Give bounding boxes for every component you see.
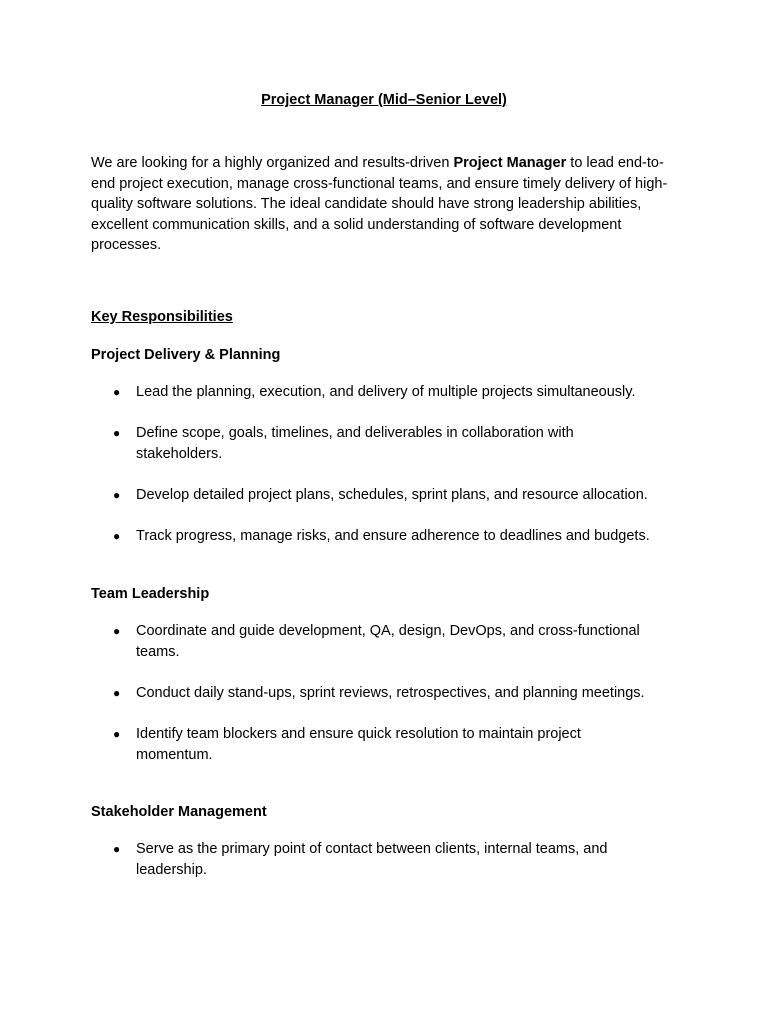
list-item-text: Lead the planning, execution, and delivery of multiple projects simultaneously. <box>136 384 636 400</box>
bullet-icon: ● <box>113 488 121 502</box>
group-heading-stakeholder-management: Stakeholder Management <box>91 804 267 820</box>
intro-paragraph <box>91 153 681 256</box>
list-item-text: Identify team blockers and ensure quick resolution to maintain project momentum. <box>136 726 581 763</box>
list-item-text: Conduct daily stand-ups, sprint reviews, retrospectives, and planning meetings. <box>136 685 645 701</box>
list-item-text: Define scope, goals, timelines, and deliverables in collaboration with stakeholders. <box>136 425 574 462</box>
bullet-icon: ● <box>113 426 121 440</box>
intro-text-start: We are looking for a highly organized and results-driven <box>91 155 454 171</box>
group-heading-project-delivery: Project Delivery & Planning <box>91 347 281 363</box>
intro-bold-role: Project Manager <box>453 155 567 171</box>
list-item-text: Serve as the primary point of contact between clients, internal teams, and leadership. <box>136 841 608 878</box>
group-heading-team-leadership: Team Leadership <box>91 586 210 602</box>
list-item-text: Coordinate and guide development, QA, design, DevOps, and cross-functional teams. <box>136 623 640 660</box>
bullet-icon: ● <box>113 529 121 543</box>
list-item-text: Develop detailed project plans, schedules, sprint plans, and resource allocation. <box>136 487 648 503</box>
section-heading-key-responsibilities: Key Responsibilities <box>91 309 233 325</box>
intro-text-end: to lead end-to-end project execution, manage cross-functional teams, and ensure timely delivery of high-quality software solutions. The ideal candidate should have strong leadership abilities, excellent communication skills, and a solid understanding of software development processes. <box>91 155 668 254</box>
document-title: Project Manager (Mid–Senior Level) <box>261 92 507 108</box>
bullet-icon: ● <box>113 727 121 741</box>
bullet-icon: ● <box>113 385 121 399</box>
bullet-icon: ● <box>113 624 121 638</box>
list-item-text: Track progress, manage risks, and ensure adherence to deadlines and budgets. <box>136 528 650 544</box>
bullet-icon: ● <box>113 842 121 856</box>
bullet-icon: ● <box>113 686 121 700</box>
